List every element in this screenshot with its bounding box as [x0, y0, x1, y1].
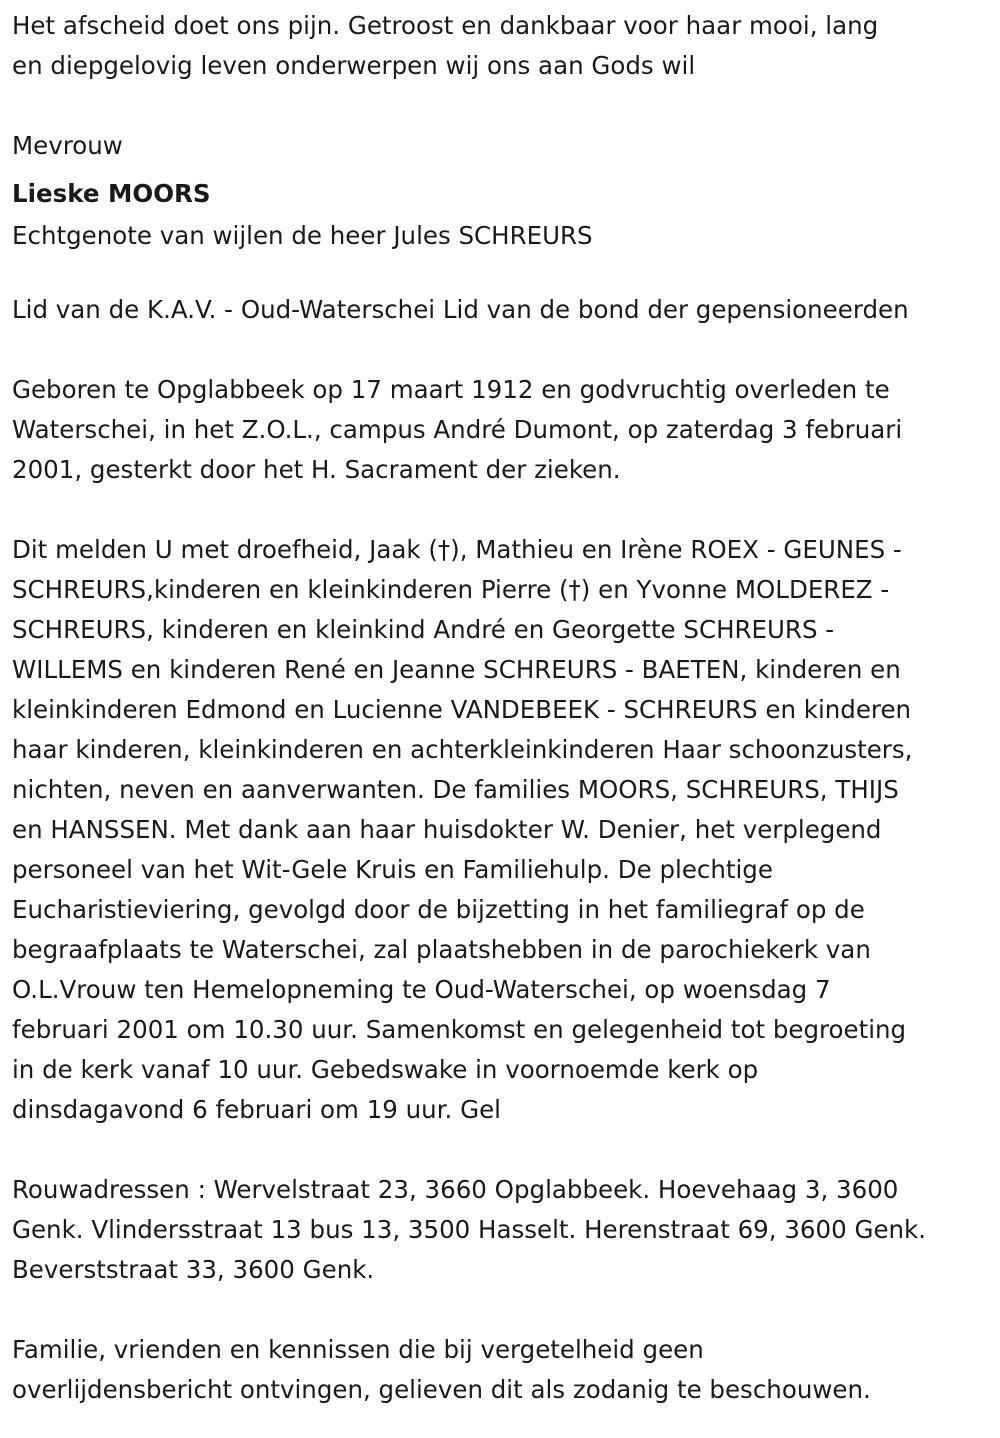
text-line: dinsdagavond 6 februari om 19 uur. Gel	[12, 1095, 501, 1124]
text-line: in de kerk vanaf 10 uur. Gebedswake in voornoemde kerk op	[12, 1055, 759, 1084]
text-line: Waterschei, in het Z.O.L., campus André Dumont, op zaterdag 3 februari	[12, 415, 903, 444]
text-line: overlijdensbericht ontvingen, gelieven dit als zodanig te beschouwen.	[12, 1375, 871, 1404]
text-line: WILLEMS en kinderen René en Jeanne SCHREURS - BAETEN, kinderen en	[12, 655, 901, 684]
paragraph-gap	[12, 330, 988, 370]
text-line: SCHREURS,kinderen en kleinkinderen Pierre (†) en Yvonne MOLDEREZ -	[12, 575, 890, 604]
text-line: Familie, vrienden en kennissen die bij vergetelheid geen	[12, 1335, 704, 1364]
paragraph-gap	[12, 490, 988, 530]
text-line: en HANSSEN. Met dank aan haar huisdokter W. Denier, het verplegend	[12, 815, 882, 844]
text-line: nichten, neven en aanverwanten. De families MOORS, SCHREURS, THIJS	[12, 775, 899, 804]
text-line: en diepgelovig leven onderwerpen wij ons aan Gods wil	[12, 51, 696, 80]
paragraph-gap	[12, 86, 988, 126]
text-line: haar kinderen, kleinkinderen en achterkleinkinderen Haar schoonzusters,	[12, 735, 913, 764]
text-line: Genk. Vlindersstraat 13 bus 13, 3500 Hasselt. Herenstraat 69, 3600 Genk.	[12, 1215, 927, 1244]
text-line: Dit melden U met droefheid, Jaak (†), Mathieu en Irène ROEX - GEUNES -	[12, 535, 902, 564]
text-line: Eucharistieviering, gevolgd door de bijzetting in het familiegraf op de	[12, 895, 865, 924]
text-line: kleinkinderen Edmond en Lucienne VANDEBEEK - SCHREURS en kinderen	[12, 695, 912, 724]
intro-paragraph	[12, 6, 988, 86]
text-line: begraafplaats te Waterschei, zal plaatshebben in de parochiekerk van	[12, 935, 871, 964]
text-line: O.L.Vrouw ten Hemelopneming te Oud-Waterschei, op woensdag 7	[12, 975, 831, 1004]
closing-paragraph	[12, 1330, 988, 1410]
membership-line: Lid van de K.A.V. - Oud-Waterschei Lid van de bond der gepensioneerden	[12, 295, 909, 324]
deceased-name: Lieske MOORS	[12, 179, 211, 208]
text-line: Het afscheid doet ons pijn. Getroost en dankbaar voor haar mooi, lang	[12, 11, 879, 40]
addresses-paragraph	[12, 1170, 988, 1290]
text-line: personeel van het Wit-Gele Kruis en Familiehulp. De plechtige	[12, 855, 773, 884]
paragraph-gap	[12, 262, 988, 290]
salutation: Mevrouw	[12, 131, 123, 160]
birth-death-paragraph	[12, 370, 988, 490]
text-line: februari 2001 om 10.30 uur. Samenkomst en gelegenheid tot begroeting	[12, 1015, 907, 1044]
text-line: Beverststraat 33, 3600 Genk.	[12, 1255, 375, 1284]
spouse-line: Echtgenote van wijlen de heer Jules SCHREURS	[12, 221, 593, 250]
paragraph-gap	[12, 1130, 988, 1170]
announcement-paragraph	[12, 530, 988, 1130]
text-line: Rouwadressen : Wervelstraat 23, 3660 Opglabbeek. Hoevehaag 3, 3600	[12, 1175, 899, 1204]
paragraph-gap	[12, 1290, 988, 1330]
text-line: Geboren te Opglabbeek op 17 maart 1912 en godvruchtig overleden te	[12, 375, 890, 404]
text-line: SCHREURS, kinderen en kleinkind André en Georgette SCHREURS -	[12, 615, 835, 644]
text-line: 2001, gesterkt door het H. Sacrament der zieken.	[12, 455, 621, 484]
